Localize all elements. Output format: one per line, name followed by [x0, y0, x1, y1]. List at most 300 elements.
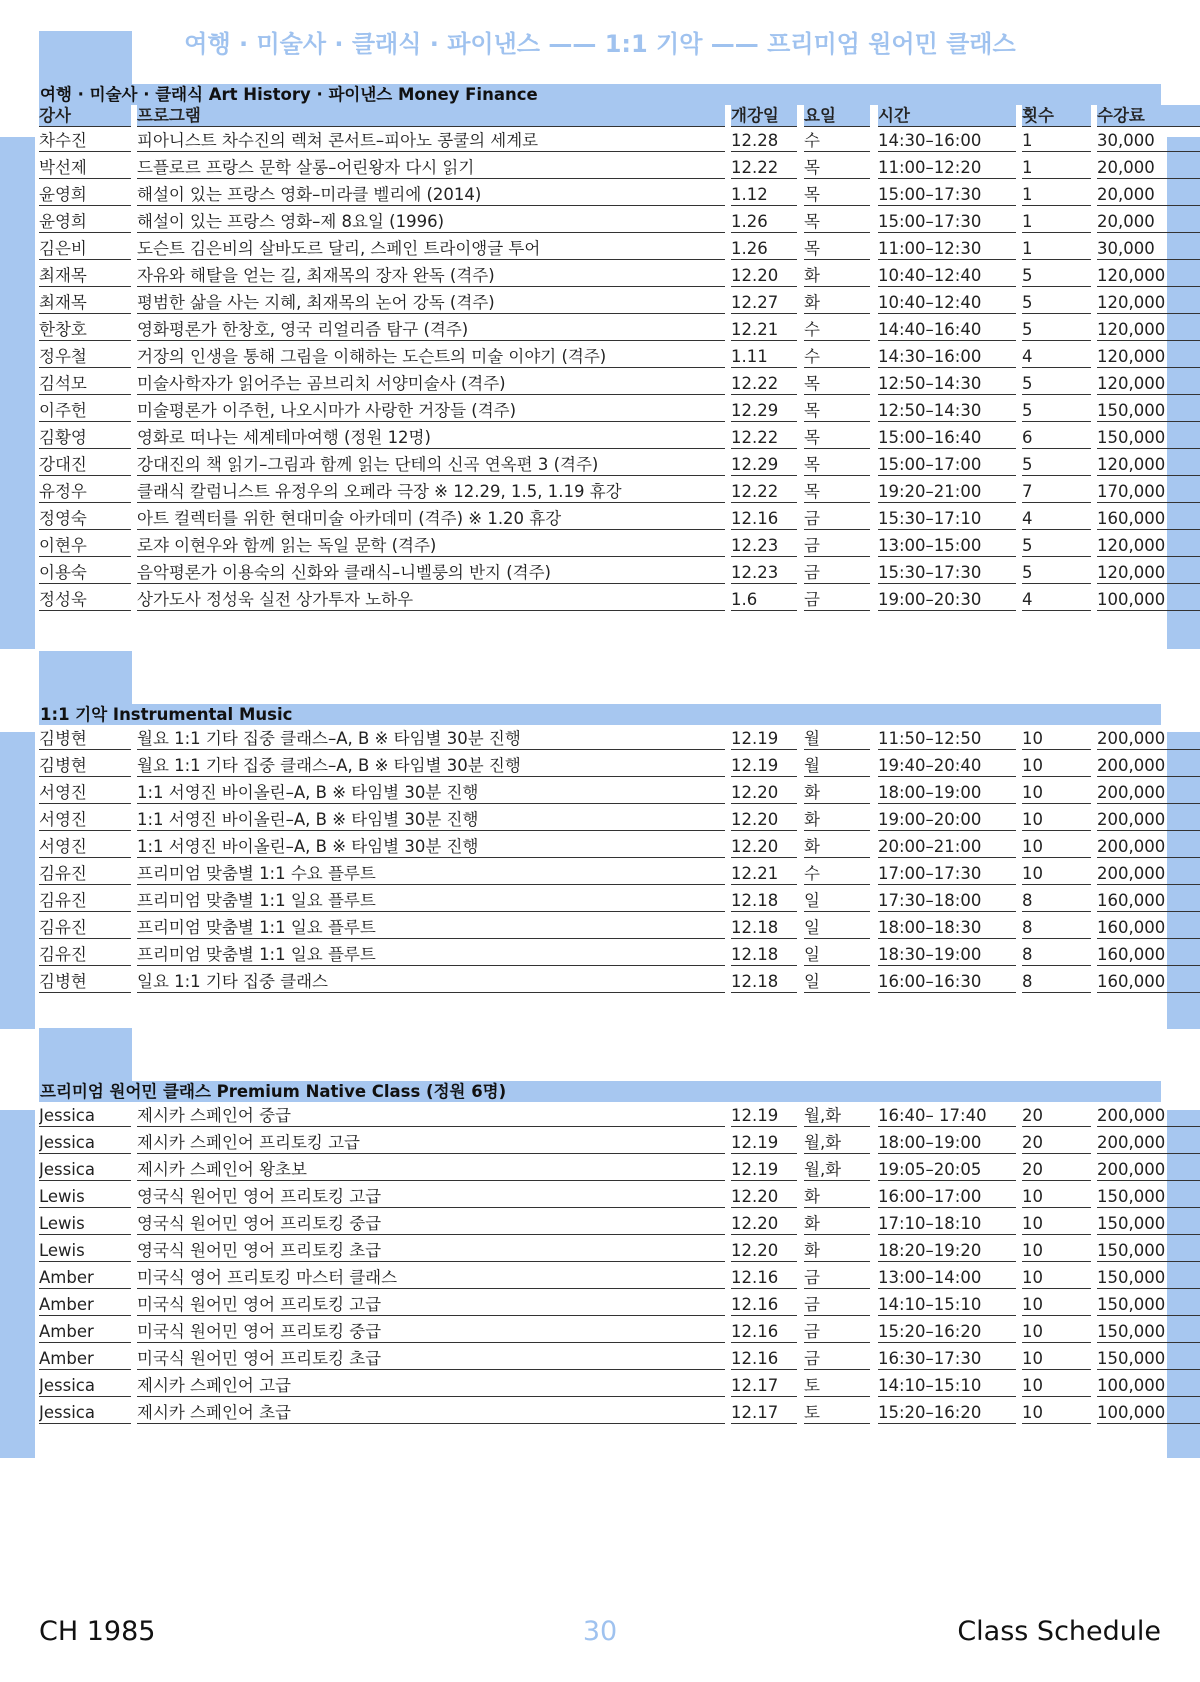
- program-cell: 피아니스트 차수진의 렉쳐 콘서트–피아노 콩쿨의 세계로: [137, 127, 725, 152]
- section-title: 여행 · 미술사 · 클래식 Art History · 파이낸스 Money Finance: [39, 84, 1161, 105]
- sessions-cell: 8: [1022, 887, 1091, 912]
- instructor-cell: 윤영희: [39, 181, 131, 206]
- decor-bar-left: [0, 1110, 35, 1458]
- table-row: [39, 1399, 1166, 1426]
- fee-cell: 160,000: [1097, 505, 1200, 530]
- instructor-cell: Jessica: [39, 1129, 131, 1154]
- program-cell: 일요 1:1 기타 집중 클래스: [137, 968, 725, 993]
- fee-cell: 160,000: [1097, 941, 1200, 966]
- sessions-cell: 5: [1022, 559, 1091, 584]
- instructor-cell: 서영진: [39, 779, 131, 804]
- program-cell: 제시카 스페인어 왕초보: [137, 1156, 725, 1181]
- program-cell: 제시카 스페인어 중급: [137, 1102, 725, 1127]
- program-cell: 프리미엄 맞춤별 1:1 일요 플루트: [137, 914, 725, 939]
- fee-cell: 120,000: [1097, 532, 1200, 557]
- program-cell: 미국식 원어민 영어 프리토킹 중급: [137, 1318, 725, 1343]
- fee-cell: 100,000: [1097, 1372, 1200, 1397]
- table-row: [39, 586, 1166, 613]
- decor-bar-left: [0, 137, 35, 649]
- fee-cell: 200,000: [1097, 1156, 1200, 1181]
- program-cell: 영화평론가 한창호, 영국 리얼리즘 탐구 (격주): [137, 316, 725, 341]
- instructor-cell: 서영진: [39, 806, 131, 831]
- instructor-cell: 서영진: [39, 833, 131, 858]
- sessions-cell: 5: [1022, 262, 1091, 287]
- time-cell: 15:00–17:30: [878, 181, 1016, 206]
- instructor-cell: Amber: [39, 1318, 131, 1343]
- instructor-cell: 정우철: [39, 343, 131, 368]
- weekday-cell: 월,화: [804, 1156, 870, 1181]
- sessions-cell: 1: [1022, 127, 1091, 152]
- sessions-cell: 5: [1022, 370, 1091, 395]
- sessions-cell: 4: [1022, 343, 1091, 368]
- time-cell: 16:00–16:30: [878, 968, 1016, 993]
- instructor-cell: 김은비: [39, 235, 131, 260]
- column-header-row: [39, 105, 1161, 127]
- table-row: [39, 941, 1166, 968]
- instructor-cell: 이현우: [39, 532, 131, 557]
- instructor-cell: Lewis: [39, 1183, 131, 1208]
- table-row: [39, 262, 1166, 289]
- column-header: 수강료: [1097, 105, 1200, 127]
- instructor-cell: 한창호: [39, 316, 131, 341]
- time-cell: 20:00–21:00: [878, 833, 1016, 858]
- weekday-cell: 금: [804, 1291, 870, 1316]
- start-date-cell: 1.12: [731, 181, 797, 206]
- start-date-cell: 12.19: [731, 1129, 797, 1154]
- instructor-cell: 정영숙: [39, 505, 131, 530]
- fee-cell: 120,000: [1097, 343, 1200, 368]
- weekday-cell: 수: [804, 316, 870, 341]
- start-date-cell: 12.29: [731, 451, 797, 476]
- table-row: [39, 1183, 1166, 1210]
- program-cell: 영국식 원어민 영어 프리토킹 초급: [137, 1237, 725, 1262]
- section-instrumental-music: [39, 704, 1166, 995]
- instructor-cell: Jessica: [39, 1399, 131, 1424]
- column-header: 프로그램: [137, 105, 725, 127]
- table-row: [39, 833, 1166, 860]
- instructor-cell: Amber: [39, 1264, 131, 1289]
- start-date-cell: 12.21: [731, 860, 797, 885]
- time-cell: 15:00–17:00: [878, 451, 1016, 476]
- table-row: [39, 1318, 1166, 1345]
- instructor-cell: 이주헌: [39, 397, 131, 422]
- fee-cell: 200,000: [1097, 1129, 1200, 1154]
- time-cell: 18:30–19:00: [878, 941, 1016, 966]
- start-date-cell: 12.18: [731, 941, 797, 966]
- instructor-cell: 박선제: [39, 154, 131, 179]
- start-date-cell: 12.19: [731, 1156, 797, 1181]
- start-date-cell: 12.19: [731, 725, 797, 750]
- time-cell: 13:00–14:00: [878, 1264, 1016, 1289]
- program-cell: 해설이 있는 프랑스 영화–제 8요일 (1996): [137, 208, 725, 233]
- weekday-cell: 월: [804, 725, 870, 750]
- table-row: [39, 289, 1166, 316]
- section-title: 1:1 기악 Instrumental Music: [39, 704, 1161, 725]
- fee-cell: 150,000: [1097, 1264, 1200, 1289]
- instructor-cell: 정성욱: [39, 586, 131, 611]
- weekday-cell: 목: [804, 424, 870, 449]
- table-row: [39, 235, 1161, 262]
- table-row: [39, 424, 1166, 451]
- fee-cell: 120,000: [1097, 289, 1200, 314]
- start-date-cell: 12.19: [731, 752, 797, 777]
- start-date-cell: 12.17: [731, 1399, 797, 1424]
- sessions-cell: 1: [1022, 181, 1091, 206]
- weekday-cell: 화: [804, 806, 870, 831]
- weekday-cell: 금: [804, 586, 870, 611]
- weekday-cell: 화: [804, 779, 870, 804]
- instructor-cell: Amber: [39, 1291, 131, 1316]
- sessions-cell: 10: [1022, 1399, 1091, 1424]
- table-row: [39, 316, 1166, 343]
- column-header: 강사: [39, 105, 131, 127]
- time-cell: 14:30–16:00: [878, 343, 1016, 368]
- table-row: [39, 1210, 1166, 1237]
- table-body: [39, 1102, 1166, 1426]
- start-date-cell: 12.16: [731, 505, 797, 530]
- time-cell: 15:30–17:30: [878, 559, 1016, 584]
- start-date-cell: 12.22: [731, 478, 797, 503]
- weekday-cell: 목: [804, 181, 870, 206]
- time-cell: 17:10–18:10: [878, 1210, 1016, 1235]
- start-date-cell: 1.26: [731, 235, 797, 260]
- sessions-cell: 10: [1022, 1183, 1091, 1208]
- time-cell: 19:20–21:00: [878, 478, 1016, 503]
- footer-brand: CH 1985: [39, 1616, 156, 1647]
- table-row: [39, 968, 1166, 995]
- fee-cell: 200,000: [1097, 860, 1200, 885]
- table-row: [39, 370, 1166, 397]
- decor-block: [39, 651, 132, 705]
- column-header: 횟수: [1022, 105, 1091, 127]
- program-cell: 1:1 서영진 바이올린–A, B ※ 타임별 30분 진행: [137, 833, 725, 858]
- start-date-cell: 12.17: [731, 1372, 797, 1397]
- weekday-cell: 일: [804, 941, 870, 966]
- program-cell: 제시카 스페인어 고급: [137, 1372, 725, 1397]
- start-date-cell: 12.20: [731, 1183, 797, 1208]
- time-cell: 15:20–16:20: [878, 1318, 1016, 1343]
- sessions-cell: 8: [1022, 968, 1091, 993]
- fee-cell: 150,000: [1097, 1237, 1200, 1262]
- weekday-cell: 일: [804, 914, 870, 939]
- instructor-cell: 김유진: [39, 887, 131, 912]
- table-row: [39, 208, 1161, 235]
- sessions-cell: 8: [1022, 941, 1091, 966]
- fee-cell: 200,000: [1097, 779, 1200, 804]
- page-title: 여행 · 미술사 · 클래식 · 파이낸스 —— 1:1 기악 —— 프리미엄 원어민 클래스: [184, 30, 1016, 58]
- start-date-cell: 12.20: [731, 1237, 797, 1262]
- program-cell: 미술평론가 이주헌, 나오시마가 사랑한 거장들 (격주): [137, 397, 725, 422]
- sessions-cell: 4: [1022, 586, 1091, 611]
- fee-cell: 120,000: [1097, 262, 1200, 287]
- fee-cell: 150,000: [1097, 1210, 1200, 1235]
- instructor-cell: Jessica: [39, 1156, 131, 1181]
- table-row: [39, 532, 1166, 559]
- program-cell: 거장의 인생을 통해 그림을 이해하는 도슨트의 미술 이야기 (격주): [137, 343, 725, 368]
- program-cell: 제시카 스페인어 프리토킹 고급: [137, 1129, 725, 1154]
- fee-cell: 120,000: [1097, 370, 1200, 395]
- fee-cell: 100,000: [1097, 586, 1200, 611]
- table-row: [39, 505, 1166, 532]
- start-date-cell: 12.23: [731, 559, 797, 584]
- table-row: [39, 343, 1166, 370]
- weekday-cell: 목: [804, 370, 870, 395]
- instructor-cell: Jessica: [39, 1102, 131, 1127]
- fee-cell: 120,000: [1097, 451, 1200, 476]
- program-cell: 제시카 스페인어 초급: [137, 1399, 725, 1424]
- sessions-cell: 10: [1022, 1318, 1091, 1343]
- table-row: [39, 127, 1161, 154]
- start-date-cell: 1.26: [731, 208, 797, 233]
- time-cell: 10:40–12:40: [878, 262, 1016, 287]
- weekday-cell: 화: [804, 289, 870, 314]
- sessions-cell: 5: [1022, 451, 1091, 476]
- table-row: [39, 860, 1166, 887]
- program-cell: 1:1 서영진 바이올린–A, B ※ 타임별 30분 진행: [137, 806, 725, 831]
- section-art-history: [39, 84, 1166, 613]
- time-cell: 19:00–20:00: [878, 806, 1016, 831]
- sessions-cell: 1: [1022, 154, 1091, 179]
- instructor-cell: Lewis: [39, 1237, 131, 1262]
- table-body: [39, 725, 1166, 995]
- fee-cell: 200,000: [1097, 806, 1200, 831]
- fee-cell: 200,000: [1097, 1102, 1200, 1127]
- start-date-cell: 1.6: [731, 586, 797, 611]
- program-cell: 월요 1:1 기타 집중 클래스–A, B ※ 타임별 30분 진행: [137, 752, 725, 777]
- program-cell: 영화로 떠나는 세계테마여행 (정원 12명): [137, 424, 725, 449]
- time-cell: 14:30–16:00: [878, 127, 1016, 152]
- start-date-cell: 12.23: [731, 532, 797, 557]
- weekday-cell: 화: [804, 1210, 870, 1235]
- fee-cell: 150,000: [1097, 1318, 1200, 1343]
- instructor-cell: Amber: [39, 1345, 131, 1370]
- start-date-cell: 12.27: [731, 289, 797, 314]
- weekday-cell: 목: [804, 154, 870, 179]
- time-cell: 11:50–12:50: [878, 725, 1016, 750]
- program-cell: 해설이 있는 프랑스 영화–미라클 벨리에 (2014): [137, 181, 725, 206]
- time-cell: 11:00–12:30: [878, 235, 1016, 260]
- table-row: [39, 1291, 1166, 1318]
- fee-cell: 20,000: [1097, 181, 1200, 206]
- instructor-cell: 김병현: [39, 725, 131, 750]
- fee-cell: 200,000: [1097, 833, 1200, 858]
- instructor-cell: 최재목: [39, 262, 131, 287]
- start-date-cell: 12.16: [731, 1264, 797, 1289]
- fee-cell: 30,000: [1097, 127, 1200, 152]
- time-cell: 14:10–15:10: [878, 1372, 1016, 1397]
- fee-cell: 160,000: [1097, 914, 1200, 939]
- weekday-cell: 토: [804, 1399, 870, 1424]
- table-row: [39, 1345, 1166, 1372]
- time-cell: 19:40–20:40: [878, 752, 1016, 777]
- sessions-cell: 10: [1022, 833, 1091, 858]
- sessions-cell: 1: [1022, 235, 1091, 260]
- time-cell: 16:40– 17:40: [878, 1102, 1016, 1127]
- table-row: [39, 478, 1166, 505]
- start-date-cell: 12.28: [731, 127, 797, 152]
- table-row: [39, 779, 1166, 806]
- weekday-cell: 금: [804, 1318, 870, 1343]
- sessions-cell: 20: [1022, 1102, 1091, 1127]
- table-row: [39, 752, 1166, 779]
- start-date-cell: 12.21: [731, 316, 797, 341]
- time-cell: 11:00–12:20: [878, 154, 1016, 179]
- start-date-cell: 12.18: [731, 968, 797, 993]
- program-cell: 영국식 원어민 영어 프리토킹 중급: [137, 1210, 725, 1235]
- weekday-cell: 금: [804, 532, 870, 557]
- fee-cell: 150,000: [1097, 1183, 1200, 1208]
- table-row: [39, 914, 1166, 941]
- program-cell: 프리미엄 맞춤별 1:1 수요 플루트: [137, 860, 725, 885]
- instructor-cell: 최재목: [39, 289, 131, 314]
- fee-cell: 150,000: [1097, 1345, 1200, 1370]
- time-cell: 16:30–17:30: [878, 1345, 1016, 1370]
- program-cell: 프리미엄 맞춤별 1:1 일요 플루트: [137, 941, 725, 966]
- time-cell: 15:30–17:10: [878, 505, 1016, 530]
- table-row: [39, 1129, 1166, 1156]
- sessions-cell: 10: [1022, 860, 1091, 885]
- weekday-cell: 월,화: [804, 1129, 870, 1154]
- weekday-cell: 수: [804, 860, 870, 885]
- fee-cell: 120,000: [1097, 316, 1200, 341]
- start-date-cell: 12.20: [731, 262, 797, 287]
- program-cell: 미국식 영어 프리토킹 마스터 클래스: [137, 1264, 725, 1289]
- instructor-cell: 김병현: [39, 752, 131, 777]
- time-cell: 18:00–18:30: [878, 914, 1016, 939]
- program-cell: 드플로르 프랑스 문학 살롱–어린왕자 다시 읽기: [137, 154, 725, 179]
- table-row: [39, 559, 1166, 586]
- table-row: [39, 1156, 1166, 1183]
- table-row: [39, 451, 1166, 478]
- start-date-cell: 12.16: [731, 1345, 797, 1370]
- instructor-cell: 차수진: [39, 127, 131, 152]
- sessions-cell: 1: [1022, 208, 1091, 233]
- instructor-cell: 김유진: [39, 860, 131, 885]
- time-cell: 19:05–20:05: [878, 1156, 1016, 1181]
- fee-cell: 120,000: [1097, 559, 1200, 584]
- column-header: 요일: [804, 105, 870, 127]
- fee-cell: 150,000: [1097, 1291, 1200, 1316]
- table-row: [39, 725, 1166, 752]
- table-row: [39, 1264, 1166, 1291]
- time-cell: 16:00–17:00: [878, 1183, 1016, 1208]
- sessions-cell: 5: [1022, 532, 1091, 557]
- sessions-cell: 7: [1022, 478, 1091, 503]
- fee-cell: 160,000: [1097, 887, 1200, 912]
- table-body: [39, 127, 1166, 613]
- start-date-cell: 12.29: [731, 397, 797, 422]
- weekday-cell: 화: [804, 1183, 870, 1208]
- decor-bar-left: [0, 732, 35, 1029]
- start-date-cell: 12.18: [731, 914, 797, 939]
- time-cell: 18:20–19:20: [878, 1237, 1016, 1262]
- time-cell: 14:10–15:10: [878, 1291, 1016, 1316]
- weekday-cell: 화: [804, 833, 870, 858]
- instructor-cell: 윤영희: [39, 208, 131, 233]
- program-cell: 상가도사 정성욱 실전 상가투자 노하우: [137, 586, 725, 611]
- table-row: [39, 806, 1166, 833]
- time-cell: 19:00–20:30: [878, 586, 1016, 611]
- program-cell: 도슨트 김은비의 살바도르 달리, 스페인 트라이앵글 투어: [137, 235, 725, 260]
- program-cell: 로쟈 이현우와 함께 읽는 독일 문학 (격주): [137, 532, 725, 557]
- instructor-cell: 이용숙: [39, 559, 131, 584]
- program-cell: 영국식 원어민 영어 프리토킹 고급: [137, 1183, 725, 1208]
- fee-cell: 150,000: [1097, 424, 1200, 449]
- weekday-cell: 목: [804, 208, 870, 233]
- weekday-cell: 목: [804, 451, 870, 476]
- program-cell: 음악평론가 이용숙의 신화와 클래식–니벨룽의 반지 (격주): [137, 559, 725, 584]
- fee-cell: 170,000: [1097, 478, 1200, 503]
- fee-cell: 30,000: [1097, 235, 1200, 260]
- instructor-cell: 김병현: [39, 968, 131, 993]
- time-cell: 18:00–19:00: [878, 1129, 1016, 1154]
- program-cell: 미국식 원어민 영어 프리토킹 고급: [137, 1291, 725, 1316]
- program-cell: 미국식 원어민 영어 프리토킹 초급: [137, 1345, 725, 1370]
- weekday-cell: 목: [804, 478, 870, 503]
- weekday-cell: 목: [804, 397, 870, 422]
- table-row: [39, 154, 1161, 181]
- start-date-cell: 12.16: [731, 1318, 797, 1343]
- program-cell: 1:1 서영진 바이올린–A, B ※ 타임별 30분 진행: [137, 779, 725, 804]
- weekday-cell: 일: [804, 968, 870, 993]
- fee-cell: 200,000: [1097, 752, 1200, 777]
- sessions-cell: 10: [1022, 1372, 1091, 1397]
- page-number: 30: [582, 1616, 618, 1647]
- weekday-cell: 금: [804, 1264, 870, 1289]
- instructor-cell: 유정우: [39, 478, 131, 503]
- sessions-cell: 20: [1022, 1156, 1091, 1181]
- weekday-cell: 월,화: [804, 1102, 870, 1127]
- sessions-cell: 6: [1022, 424, 1091, 449]
- time-cell: 17:00–17:30: [878, 860, 1016, 885]
- program-cell: 미술사학자가 읽어주는 곰브리치 서양미술사 (격주): [137, 370, 725, 395]
- table-row: [39, 397, 1166, 424]
- sessions-cell: 5: [1022, 316, 1091, 341]
- table-row: [39, 1102, 1166, 1129]
- fee-cell: 100,000: [1097, 1399, 1200, 1424]
- time-cell: 17:30–18:00: [878, 887, 1016, 912]
- sessions-cell: 4: [1022, 505, 1091, 530]
- program-cell: 클래식 칼럼니스트 유정우의 오페라 극장 ※ 12.29, 1.5, 1.19 휴강: [137, 478, 725, 503]
- decor-block: [39, 1028, 132, 1083]
- sessions-cell: 10: [1022, 1345, 1091, 1370]
- sessions-cell: 10: [1022, 1237, 1091, 1262]
- sessions-cell: 10: [1022, 1291, 1091, 1316]
- sessions-cell: 8: [1022, 914, 1091, 939]
- program-cell: 아트 컬렉터를 위한 현대미술 아카데미 (격주) ※ 1.20 휴강: [137, 505, 725, 530]
- start-date-cell: 12.16: [731, 1291, 797, 1316]
- start-date-cell: 12.20: [731, 833, 797, 858]
- start-date-cell: 12.20: [731, 806, 797, 831]
- fee-cell: 200,000: [1097, 725, 1200, 750]
- fee-cell: 20,000: [1097, 154, 1200, 179]
- weekday-cell: 목: [804, 235, 870, 260]
- instructor-cell: 김석모: [39, 370, 131, 395]
- program-cell: 강대진의 책 읽기–그림과 함께 읽는 단테의 신곡 연옥편 3 (격주): [137, 451, 725, 476]
- sessions-cell: 10: [1022, 752, 1091, 777]
- fee-cell: 160,000: [1097, 968, 1200, 993]
- section-premium-native-class: [39, 1081, 1166, 1426]
- start-date-cell: 12.20: [731, 1210, 797, 1235]
- sessions-cell: 10: [1022, 779, 1091, 804]
- weekday-cell: 수: [804, 343, 870, 368]
- sessions-cell: 20: [1022, 1129, 1091, 1154]
- instructor-cell: Lewis: [39, 1210, 131, 1235]
- sessions-cell: 5: [1022, 289, 1091, 314]
- table-row: [39, 1372, 1166, 1399]
- section-title: 프리미엄 원어민 클래스 Premium Native Class (정원 6명): [39, 1081, 1161, 1102]
- table-row: [39, 181, 1161, 208]
